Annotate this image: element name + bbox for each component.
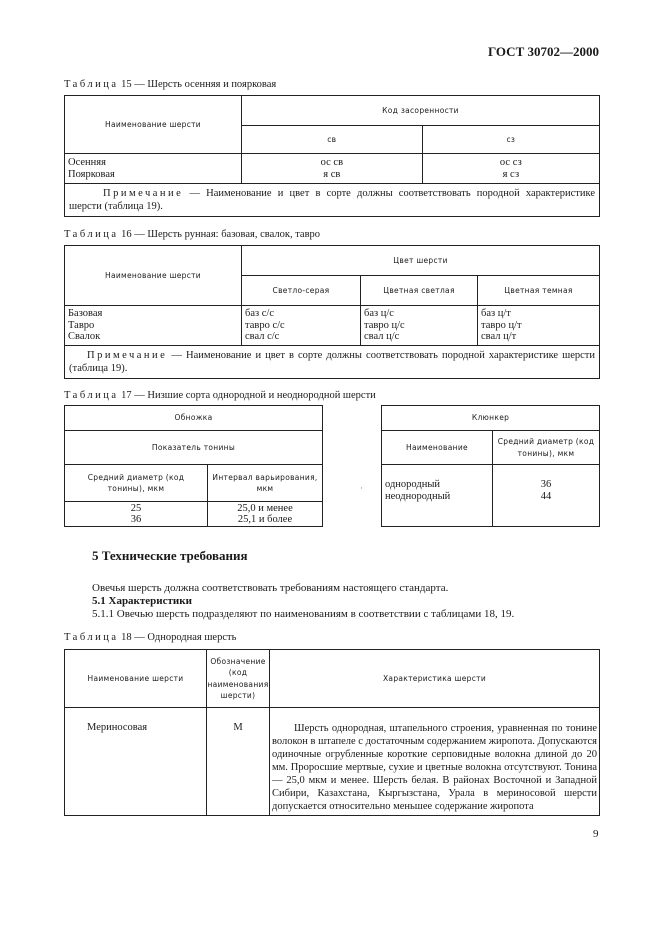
- table-cell: однородный: [385, 479, 440, 490]
- table-cell: свал с/с: [245, 331, 280, 343]
- table17-left-col1: Средний диаметр (код тонины), мкм: [65, 465, 208, 502]
- table16-caption: [64, 229, 320, 240]
- table-cell: тавро с/с: [245, 319, 285, 331]
- table15-col1-values: [242, 154, 423, 184]
- table16-col-group: Цвет шерсти: [242, 246, 600, 276]
- table16-caption-word: Таблица: [64, 229, 119, 240]
- table15-note: [65, 184, 600, 217]
- table18-caption-text: 18 — Однородная шерсть: [121, 632, 237, 643]
- table16-caption-text: 16 — Шерсть рунная: базовая, свалок, тавро: [121, 229, 321, 240]
- table16-subcol: Цветная светлая: [361, 276, 478, 306]
- table17-caption: [64, 390, 376, 401]
- table15-col2-values: [422, 154, 599, 184]
- table17-left-title: Обножка: [65, 406, 323, 431]
- stray-mark: ·: [360, 483, 363, 493]
- table-cell: 25,1 и более: [237, 514, 293, 525]
- table17-right-col2: Средний диаметр (код тонины), мкм: [493, 431, 600, 465]
- table16-col1-values: [242, 306, 361, 346]
- table17-right-names: [382, 465, 493, 527]
- table-cell: 25: [130, 502, 142, 514]
- table15: [64, 95, 600, 217]
- table-cell: ос св: [320, 157, 344, 168]
- table16-subcol: Цветная темная: [478, 276, 600, 306]
- note-text: — Наименование и цвет в сорте должны соответствовать породной характеристике шерсти (таблица 19).: [69, 350, 595, 374]
- table-cell: баз ц/с: [364, 308, 394, 320]
- table-cell: баз с/с: [245, 308, 275, 320]
- table15-caption: [64, 79, 276, 90]
- table15-subcol: сз: [422, 126, 599, 154]
- table-cell: Тавро: [68, 319, 95, 331]
- table18-row-desc: Шерсть однородная, штапельного строения, уравненная по тонине волокон в штапеле с достаточным содержанием жиропота. Допускаются одиночные огрубленные короткие серповидные волокна длиной до 20 мм. Проросшие мертвые, сухие и цветные волокна отсутствуют. Тонина — 25,0 мкм и менее. Шерсть белая. В районах Восточной и Западной Сибири, Казахстана, Кыргызстана, Урала в мериносовой шерсти допускается относительно меньшее содержание жиропота: [270, 708, 600, 816]
- table-cell: я сз: [502, 168, 520, 180]
- table17-caption-text: 17 — Низшие сорта однородной и неоднородной шерсти: [121, 390, 376, 401]
- table17-left-subtitle: Показатель тонины: [65, 431, 323, 465]
- table15-caption-text: 15 — Шерсть осенняя и поярковая: [121, 79, 277, 90]
- clause-text: 5.1.1 Овечью шерсть подразделяют по наименованиям в соответствии с таблицами 18, 19.: [92, 608, 515, 620]
- table15-row-names: [65, 154, 242, 184]
- table17-right-title: Клюнкер: [382, 406, 600, 431]
- table16-row-names: [65, 306, 242, 346]
- section-paragraph: Овечья шерсть должна соответствовать требованиям настоящего стандарта.: [92, 582, 449, 594]
- note-word: Примечание: [103, 188, 184, 199]
- table18-col-desc: Характеристика шерсти: [270, 650, 600, 708]
- table-cell: неоднородный: [385, 490, 451, 502]
- table-cell: Поярковая: [68, 168, 115, 180]
- table18-row-code: М: [207, 708, 270, 816]
- table-cell: свал ц/с: [364, 331, 400, 343]
- table16-col2-values: [361, 306, 478, 346]
- table18-col-code: Обозначение (код наименования шерсти): [207, 650, 270, 708]
- table17-right: [381, 405, 600, 527]
- table15-caption-word: Таблица: [64, 79, 119, 90]
- table15-subcol: св: [242, 126, 423, 154]
- table15-col-group: Код засоренности: [242, 96, 600, 126]
- table17-left: [64, 405, 323, 527]
- page-number: 9: [593, 828, 599, 840]
- note-word: Примечание: [87, 350, 168, 361]
- table-cell: Базовая: [68, 308, 103, 320]
- table-cell: 25,0 и менее: [237, 502, 293, 514]
- table16-col-name: Наименование шерсти: [65, 246, 242, 306]
- table-cell: тавро ц/т: [481, 319, 522, 331]
- note-text: — Наименование и цвет в сорте должны соответствовать породной характеристике шерсти (таблица 19).: [69, 188, 595, 212]
- table15-col-name: Наименование шерсти: [65, 96, 242, 154]
- table-cell: 44: [540, 490, 552, 502]
- table-cell: 36: [540, 479, 552, 490]
- table-cell: 36: [130, 514, 142, 525]
- table18-row-name: Мериносовая: [65, 708, 207, 816]
- table17-left-col2: Интервал варьирования, мкм: [208, 465, 323, 502]
- table18-col-name: Наименование шерсти: [65, 650, 207, 708]
- table-cell: тавро ц/с: [364, 319, 405, 331]
- table16-col3-values: [478, 306, 600, 346]
- table17-right-values: [493, 465, 600, 527]
- table-cell: Свалок: [68, 331, 101, 343]
- table16: [64, 245, 600, 379]
- table17-caption-word: Таблица: [64, 390, 119, 401]
- table17-left-values2: [208, 502, 323, 527]
- table16-subcol: Светло-серая: [242, 276, 361, 306]
- table18-caption-word: Таблица: [64, 632, 119, 643]
- table17-left-values1: [65, 502, 208, 527]
- table17-right-col1: Наименование: [382, 431, 493, 465]
- table18-caption: [64, 632, 236, 643]
- section-heading: 5 Технические требования: [92, 548, 248, 563]
- table-cell: свал ц/т: [481, 331, 517, 343]
- standard-header: ГОСТ 30702—2000: [487, 44, 599, 59]
- table-cell: ос сз: [499, 157, 522, 168]
- table-cell: я св: [323, 168, 341, 180]
- subsection-heading: 5.1 Характеристики: [92, 595, 192, 607]
- table-cell: баз ц/т: [481, 308, 511, 320]
- table16-note: [65, 346, 600, 379]
- table-cell: Осенняя: [68, 157, 106, 168]
- table18: [64, 649, 600, 816]
